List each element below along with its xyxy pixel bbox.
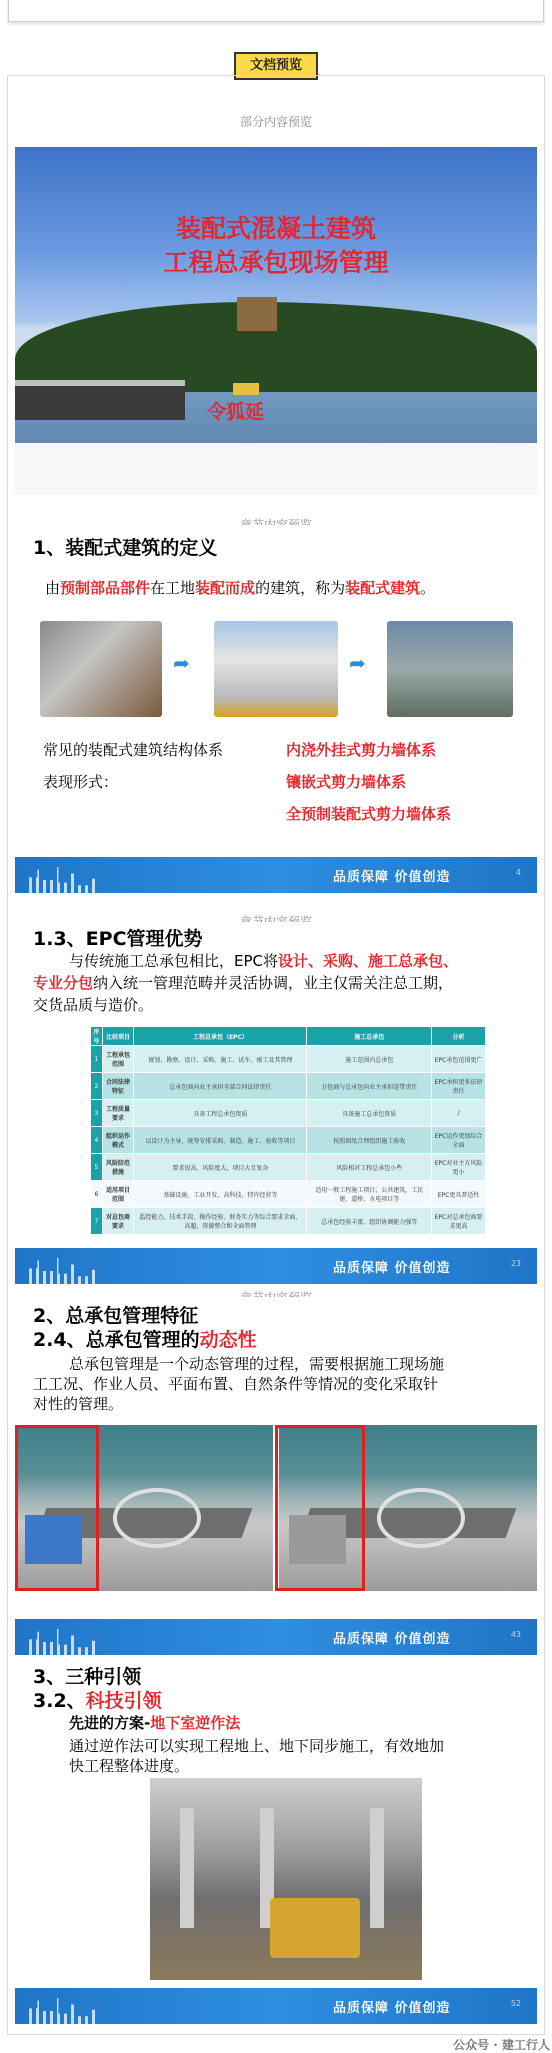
table-row: [91, 1154, 486, 1181]
table-cell: 4: [91, 1127, 103, 1154]
epc-slide: [15, 922, 537, 1284]
highlight-box-left: [15, 1425, 99, 1591]
footer-motto: 品质保障 价值创造: [333, 2001, 451, 2016]
footer-motto: 品质保障 价值创造: [333, 1261, 451, 1276]
table-cell: 合同法律特征: [102, 1073, 134, 1100]
table-cell: 6: [91, 1181, 103, 1208]
table-header-cell: 工程总承包（EPC）: [134, 1027, 307, 1046]
table-cell: 具备施工总承包资质: [307, 1100, 432, 1127]
definition-slide: [15, 525, 537, 893]
table-cell: 工程承包范围: [102, 1046, 134, 1073]
epc-para-line2: 专业分包纳入统一管理范畴并灵活协调，业主仅需关注总工期，: [33, 974, 454, 992]
table-cell: 以设计为主导，统筹安排采购、制造、施工、验收等项目: [134, 1127, 307, 1154]
city-skyline-icon: [29, 1258, 99, 1284]
footer-motto: 品质保障 价值创造: [333, 1632, 451, 1647]
definition-text: 由预制部品部件在工地装配而成的建筑，称为装配式建筑。: [45, 579, 436, 597]
table-cell: 风险防范措施: [102, 1154, 134, 1181]
page-number: 23: [510, 1259, 521, 1268]
slide-footer: [15, 1619, 537, 1655]
city-skyline-icon: [29, 1629, 99, 1655]
table-cell: /: [432, 1100, 486, 1127]
slide4-heading1: 2、总承包管理特征: [33, 1305, 199, 1327]
pagoda-image: [237, 297, 277, 331]
table-cell: 按照图纸合理组织施工验收: [307, 1127, 432, 1154]
slide-footer: [15, 1248, 537, 1284]
table-row: [91, 1100, 486, 1127]
table-cell: EPC承担更多法律责任: [432, 1073, 486, 1100]
slide5-heading1: 3、三种引领: [33, 1666, 142, 1688]
basement-construction-photo: [150, 1778, 422, 1980]
watermark: 公众号 · 建工行人: [453, 2038, 550, 2052]
technology-slide: [15, 1658, 537, 2024]
table-header-cell: 比较项目: [102, 1027, 134, 1046]
table-cell: EPC对总承包商要求更高: [432, 1208, 486, 1235]
finished-building-photo: [387, 621, 513, 717]
slide-footer: [15, 1988, 537, 2024]
assembly-photo: [214, 621, 338, 717]
dynamic-para-line3: 对性的管理。: [33, 1395, 124, 1413]
city-skyline-icon: [29, 867, 99, 893]
city-skyline-icon: [29, 1998, 99, 2024]
table-row: [91, 1073, 486, 1100]
table-cell: 分包商与总承包向业主承担连带责任: [307, 1073, 432, 1100]
epc-para-line3: 交货品质与造价。: [33, 996, 154, 1014]
cover-slide: [15, 147, 537, 495]
table-row: [91, 1181, 486, 1208]
system-type-3: 全预制装配式剪力墙体系: [286, 805, 452, 823]
footer-motto: 品质保障 价值创造: [333, 870, 451, 885]
table-header-cell: 分析: [432, 1027, 486, 1046]
table-header-cell: 施工总承包: [307, 1027, 432, 1046]
boat-image: [15, 380, 185, 420]
precast-panels-photo: [40, 621, 162, 717]
cover-author: 令狐延: [207, 401, 265, 423]
highlight-box-right: [275, 1425, 365, 1591]
page-number: 52: [510, 1999, 521, 2008]
topdown-para-line2: 快工程整体进度。: [69, 1757, 190, 1775]
topdown-para-line1: 通过逆作法可以实现工程地上、地下同步施工，有效地加: [69, 1737, 445, 1755]
table-cell: 2: [91, 1073, 103, 1100]
previous-card-edge: [8, 0, 544, 22]
company-strip: [15, 443, 537, 495]
table-cell: 5: [91, 1154, 103, 1181]
dynamic-para-line2: 工工况、作业人员、平面布置、自然条件等情况的变化采取针: [33, 1375, 439, 1393]
system-type-2: 镶嵌式剪力墙体系: [286, 773, 407, 791]
doc-preview-badge: 文档预览: [234, 52, 318, 80]
small-boat-image: [233, 383, 259, 395]
epc-comparison-table: [90, 1026, 486, 1235]
page-number: 4: [515, 868, 521, 877]
table-cell: 适用一般工程施工项目，公共建筑、工民建、道桥、水电项目等: [307, 1181, 432, 1208]
table-cell: 工程质量要求: [102, 1100, 134, 1127]
table-row: [91, 1127, 486, 1154]
slide3-heading: 1.3、EPC管理优势: [33, 928, 203, 950]
table-cell: EPC对业主方风险更小: [432, 1154, 486, 1181]
arrow-right-icon-2: ➦: [349, 651, 366, 675]
table-cell: EPC更具普适性: [432, 1181, 486, 1208]
table-cell: 总承包经验丰富、组织协调能力强等: [307, 1208, 432, 1235]
table-cell: 风险相对工程总承包小些: [307, 1154, 432, 1181]
common-systems-line2: 表现形式：: [43, 773, 119, 791]
system-type-1: 内浇外挂式剪力墙体系: [286, 741, 437, 759]
table-cell: 7: [91, 1208, 103, 1235]
table-row: [91, 1046, 486, 1073]
slide2-heading: 1、装配式建筑的定义: [33, 537, 218, 559]
page-number: 43: [510, 1630, 521, 1639]
table-cell: 规划、勘察、设计、采购、施工、试车、竣工及其管理: [134, 1046, 307, 1073]
table-cell: EPC承包范围更广: [432, 1046, 486, 1073]
slide5-subheading: 先进的方案-地下室逆作法: [69, 1714, 241, 1732]
cover-title-line1: 装配式混凝土建筑: [175, 214, 376, 243]
epc-para-line1: 与传统施工总承包相比，EPC将设计、采购、施工总承包、: [69, 952, 459, 970]
table-cell: EPC运作更加综合全面: [432, 1127, 486, 1154]
slide5-heading2: 3.2、科技引领: [33, 1690, 162, 1712]
table-cell: 总承包商向业主承担全部合同法律责任: [134, 1073, 307, 1100]
dynamic-para-line1: 总承包管理是一个动态管理的过程，需要根据施工现场施: [69, 1355, 445, 1373]
table-cell: 基础设施、工业开发、高科技、特许经营等: [134, 1181, 307, 1208]
cover-title-line2: 工程总承包现场管理: [163, 248, 389, 277]
slide-footer: [15, 857, 537, 893]
arrow-right-icon: ➦: [173, 651, 190, 675]
table-cell: 要求很高，风险度大，项目大且复杂: [134, 1154, 307, 1181]
table-cell: 监控能力、技术手段、操作经验、财务实力等综合要求全面、高超，资源整合和全面管理: [134, 1208, 307, 1235]
bulldozer-image: [270, 1898, 360, 1958]
table-cell: 具备工程总承包资质: [134, 1100, 307, 1127]
dynamic-management-slide: [15, 1297, 537, 1655]
table-cell: 施工范围内总承包: [307, 1046, 432, 1073]
table-cell: 3: [91, 1100, 103, 1127]
partial-preview-caption: 部分内容预览: [239, 115, 312, 129]
table-cell: 对总包商要求: [102, 1208, 134, 1235]
slide4-heading2: 2.4、总承包管理的动态性: [33, 1329, 257, 1351]
table-cell: 组织运作模式: [102, 1127, 134, 1154]
table-header-cell: 序号: [91, 1027, 103, 1046]
table-cell: 1: [91, 1046, 103, 1073]
table-cell: 适用项目范围: [102, 1181, 134, 1208]
common-systems-line1: 常见的装配式建筑结构体系: [43, 741, 224, 759]
table-row: [91, 1208, 486, 1235]
